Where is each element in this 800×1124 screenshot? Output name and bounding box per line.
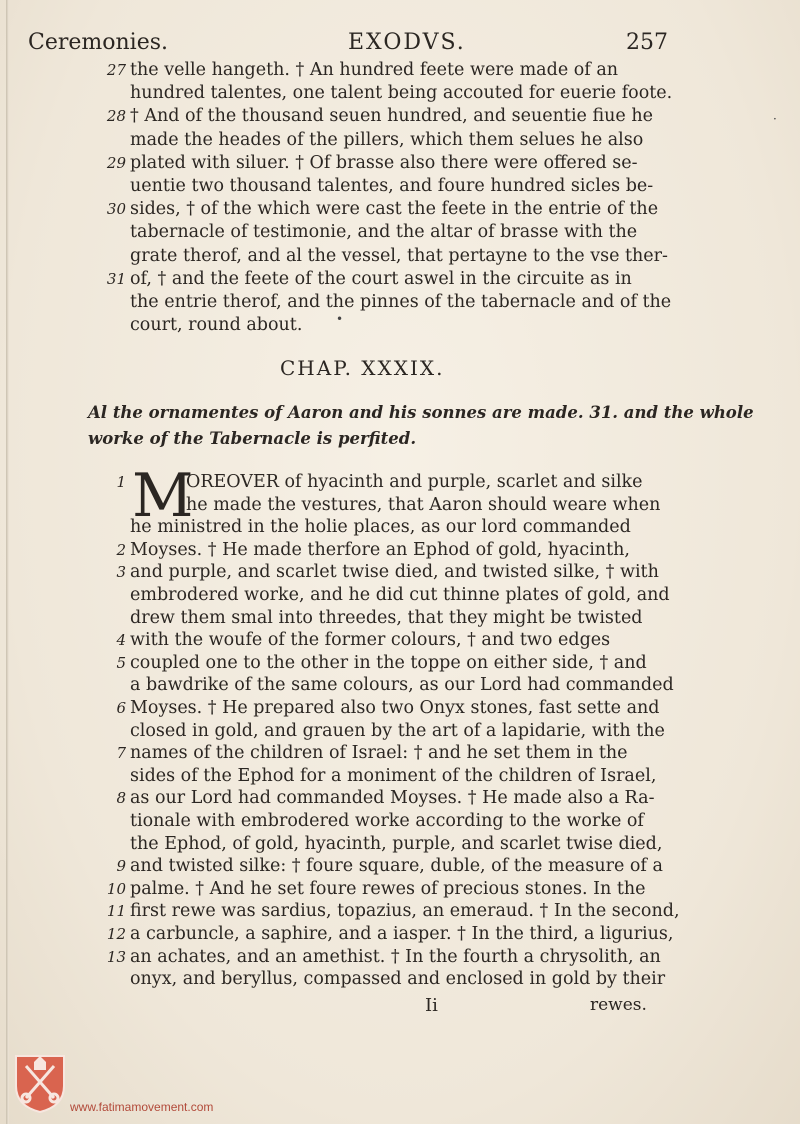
header-book-title: EXODVS. xyxy=(348,30,466,55)
text-line: uentie two thousand talentes, and foure hundred sicles be- xyxy=(130,176,654,196)
text-line: coupled one to the other in the toppe on either side, † and xyxy=(130,652,647,673)
verse-number: 28 xyxy=(106,107,126,126)
text-line: grate therof, and al the vessel, that pertayne to the vse ther- xyxy=(130,245,668,266)
verse-number: 2 xyxy=(116,540,126,559)
text-line: sides, † of the which were cast the feete in the entrie of the xyxy=(130,199,659,220)
verse-number: 30 xyxy=(106,200,126,219)
text-line: with the woufe of the former colours, † and two edges xyxy=(130,630,611,651)
text-line: court, round about. xyxy=(130,315,303,336)
text-line: a carbuncle, a saphire, and a iasper. † In the third, a ligurius, xyxy=(130,924,674,944)
text-line: sides of the Ephod for a moniment of the children of Israel, xyxy=(130,765,657,786)
text-line: the Ephod, of gold, hyacinth, purple, and scarlet twise died, xyxy=(130,833,663,854)
verse-number: 11 xyxy=(106,902,126,921)
text-line: Moyses. † He prepared also two Onyx stones, fast sette and xyxy=(130,698,660,718)
chapter-summary-line-2: worke of the Tabernacle is perfited. xyxy=(88,429,417,448)
text-line: closed in gold, and grauen by the art of a lapidarie, with the xyxy=(130,720,665,741)
margin-speck: · xyxy=(773,112,777,126)
text-line: and purple, and scarlet twise died, and twisted silke, † with xyxy=(130,562,659,583)
papal-keys-logo-icon xyxy=(12,1052,68,1114)
verse-number: 29 xyxy=(106,153,126,172)
verse-number: 7 xyxy=(116,744,126,763)
text-line: the entrie therof, and the pinnes of the tabernacle and of the xyxy=(130,292,672,312)
verse-number: 6 xyxy=(116,699,126,717)
verse-number: 12 xyxy=(106,925,126,943)
text-line: tabernacle of testimonie, and the altar of brasse with the xyxy=(130,222,638,243)
text-line: first rewe was sardius, topazius, an emeraud. † In the second, xyxy=(130,901,680,922)
text-line: made the heades of the pillers, which them selues he also xyxy=(130,129,644,150)
verse-number: 13 xyxy=(106,947,126,966)
text-line: he ministred in the holie places, as our lord commanded xyxy=(130,517,631,538)
text-line: palme. † And he set foure rewes of precious stones. In the xyxy=(130,878,646,899)
verse-number: 1 xyxy=(116,473,126,491)
verse-number: 27 xyxy=(106,61,126,79)
catchword: rewes. xyxy=(590,995,647,1015)
drop-capital: M xyxy=(132,461,194,531)
running-header xyxy=(28,30,668,60)
text-line: plated with siluer. † Of brasse also there were offered se- xyxy=(130,152,638,173)
page-edge-shadow xyxy=(6,0,9,1124)
verse-number: 5 xyxy=(116,653,126,672)
verse-number: 10 xyxy=(106,879,126,898)
printer-dot: • xyxy=(336,312,344,326)
text-line: he made the vestures, that Aaron should weare when xyxy=(186,494,661,515)
text-line: † And of the thousand seuen hundred, and seuentie fiue he xyxy=(130,106,653,127)
verse-number: 8 xyxy=(116,789,126,808)
text-line: OREOVER of hyacinth and purple, scarlet and silke xyxy=(186,472,643,492)
chapter-heading: CHAP. XXXIX. xyxy=(280,356,445,380)
signature-mark: Ii xyxy=(425,995,438,1016)
text-line: onyx, and beryllus, compassed and enclosed in gold by their xyxy=(130,969,666,990)
verse-number: 3 xyxy=(116,563,126,582)
verse-number: 9 xyxy=(116,857,126,876)
text-line: as our Lord had commanded Moyses. † He made also a Ra- xyxy=(130,788,655,809)
text-line: of, † and the feete of the court aswel in the circuite as in xyxy=(130,268,632,289)
verse-number: 4 xyxy=(116,631,126,650)
text-line: hundred talentes, one talent being accouted for euerie foote. xyxy=(130,83,673,104)
header-section-title: Ceremonies. xyxy=(28,30,169,55)
text-line: tionale with embrodered worke according to the worke of xyxy=(130,811,644,831)
text-line: names of the children of Israel: † and he set them in the xyxy=(130,743,628,764)
text-line: embrodered worke, and he did cut thinne plates of gold, and xyxy=(130,585,670,605)
text-line: drew them smal into threedes, that they might be twisted xyxy=(130,607,643,628)
text-line: and twisted silke: † foure square, duble, of the measure of a xyxy=(130,856,663,877)
header-page-number: 257 xyxy=(626,30,668,55)
verse-number: 31 xyxy=(106,269,126,288)
website-watermark: www.fatimamovement.com xyxy=(70,1100,214,1114)
text-line: an achates, and an amethist. † In the fourth a chrysolith, an xyxy=(130,946,661,967)
text-line: Moyses. † He made therfore an Ephod of gold, hyacinth, xyxy=(130,539,630,560)
chapter-summary-line-1: Al the ornamentes of Aaron and his sonnes are made. 31. and the whole xyxy=(88,403,754,422)
text-line: a bawdrike of the same colours, as our Lord had commanded xyxy=(130,675,674,696)
text-line: the velle hangeth. † An hundred feete were made of an xyxy=(130,60,619,80)
